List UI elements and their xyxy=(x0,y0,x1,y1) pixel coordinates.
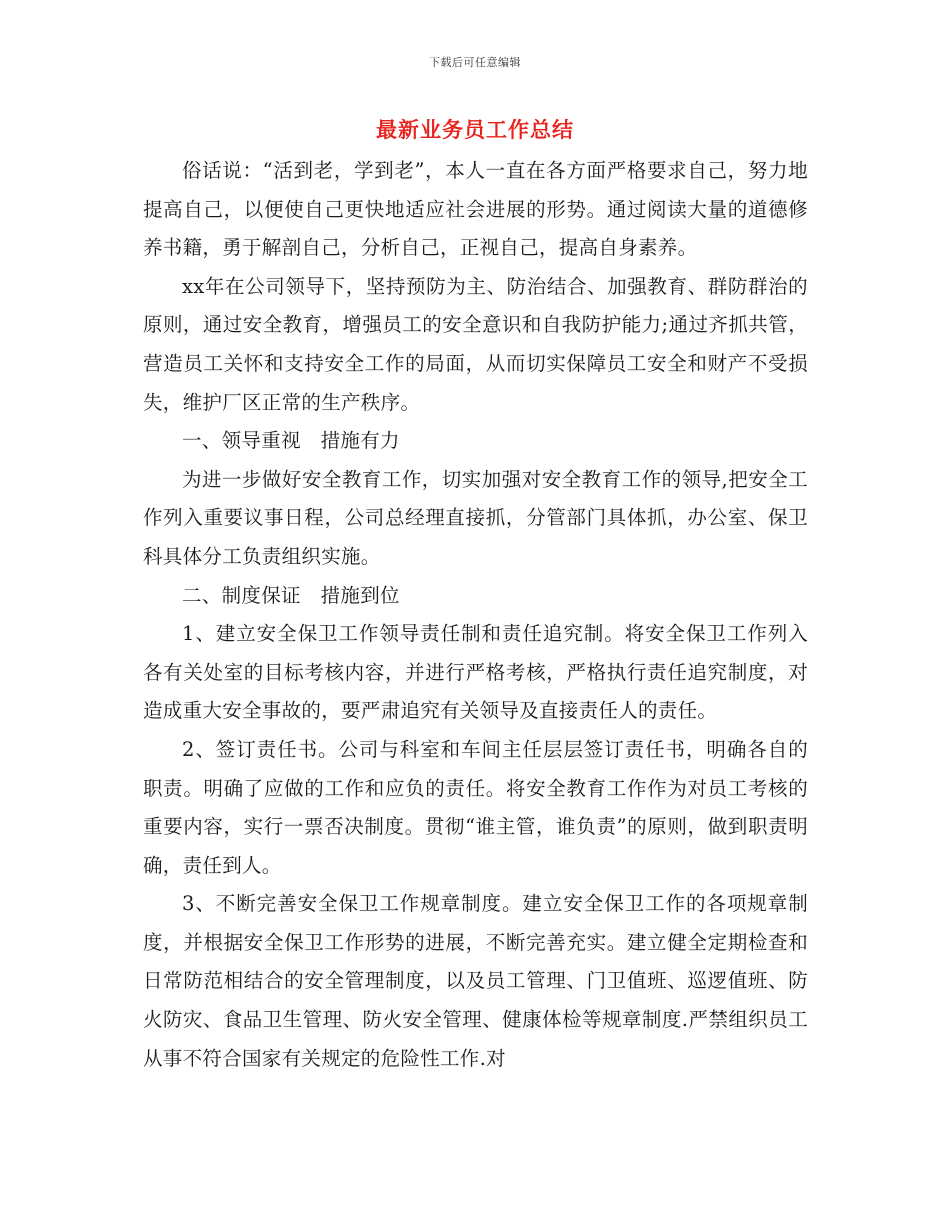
paragraph-item-3: 3、不断完善安全保卫工作规章制度。建立安全保卫工作的各项规章制度，并根据安全保卫工作形势的进展，不断完善充实。建立健全定期检查和日常防范相结合的安全管理制度，以及员工管理、门卫值班、巡逻值班、防火防灾、食品卫生管理、防火安全管理、健康体检等规章制度.严禁组织员工从事不符合国家有关规定的危险性工作.对 xyxy=(143,892,808,1070)
page-header-note: 下载后可任意编辑 xyxy=(429,56,521,69)
paragraph-annual-overview: xx年在公司领导下，坚持预防为主、防治结合、加强教育、群防群治的原则，通过安全教育，增强员工的安全意识和自我防护能力;通过齐抓共管，营造员工关怀和支持安全工作的局面，从而切实保障员工安全和财产不受损失，维护厂区正常的生产秩序。 xyxy=(143,274,808,414)
section-heading-system: 二、制度保证 措施到位 xyxy=(182,583,400,607)
paragraph-item-1: 1、建立安全保卫工作领导责任制和责任追究制。将安全保卫工作列入各有关处室的目标考核内容，并进行严格考核，严格执行责任追究制度，对造成重大安全事故的，要严肃追究有关领导及直接责任人的责任。 xyxy=(143,622,808,723)
document-body xyxy=(143,152,808,1078)
paragraph-intro: 俗话说：“活到老，学到老”，本人一直在各方面严格要求自己，努力地提高自己，以便使自己更快地适应社会进展的形势。通过阅读大量的道德修养书籍，勇于解剖自己，分析自己，正视自己，提高自身素养。 xyxy=(143,159,808,260)
document-title: 最新业务员工作总结 xyxy=(376,117,574,142)
paragraph-leadership: 为进一步做好安全教育工作，切实加强对安全教育工作的领导,把安全工作列入重要议事日程，公司总经理直接抓，分管部门具体抓，办公室、保卫科具体分工负责组织实施。 xyxy=(143,467,808,568)
paragraph-item-2: 2、签订责任书。公司与科室和车间主任层层签订责任书，明确各自的职责。明确了应做的工作和应负的责任。将安全教育工作作为对员工考核的重要内容，实行一票否决制度。贯彻“谁主管，谁负责”的原则，做到职责明确，责任到人。 xyxy=(143,737,808,877)
section-heading-leadership: 一、领导重视 措施有力 xyxy=(182,429,400,453)
